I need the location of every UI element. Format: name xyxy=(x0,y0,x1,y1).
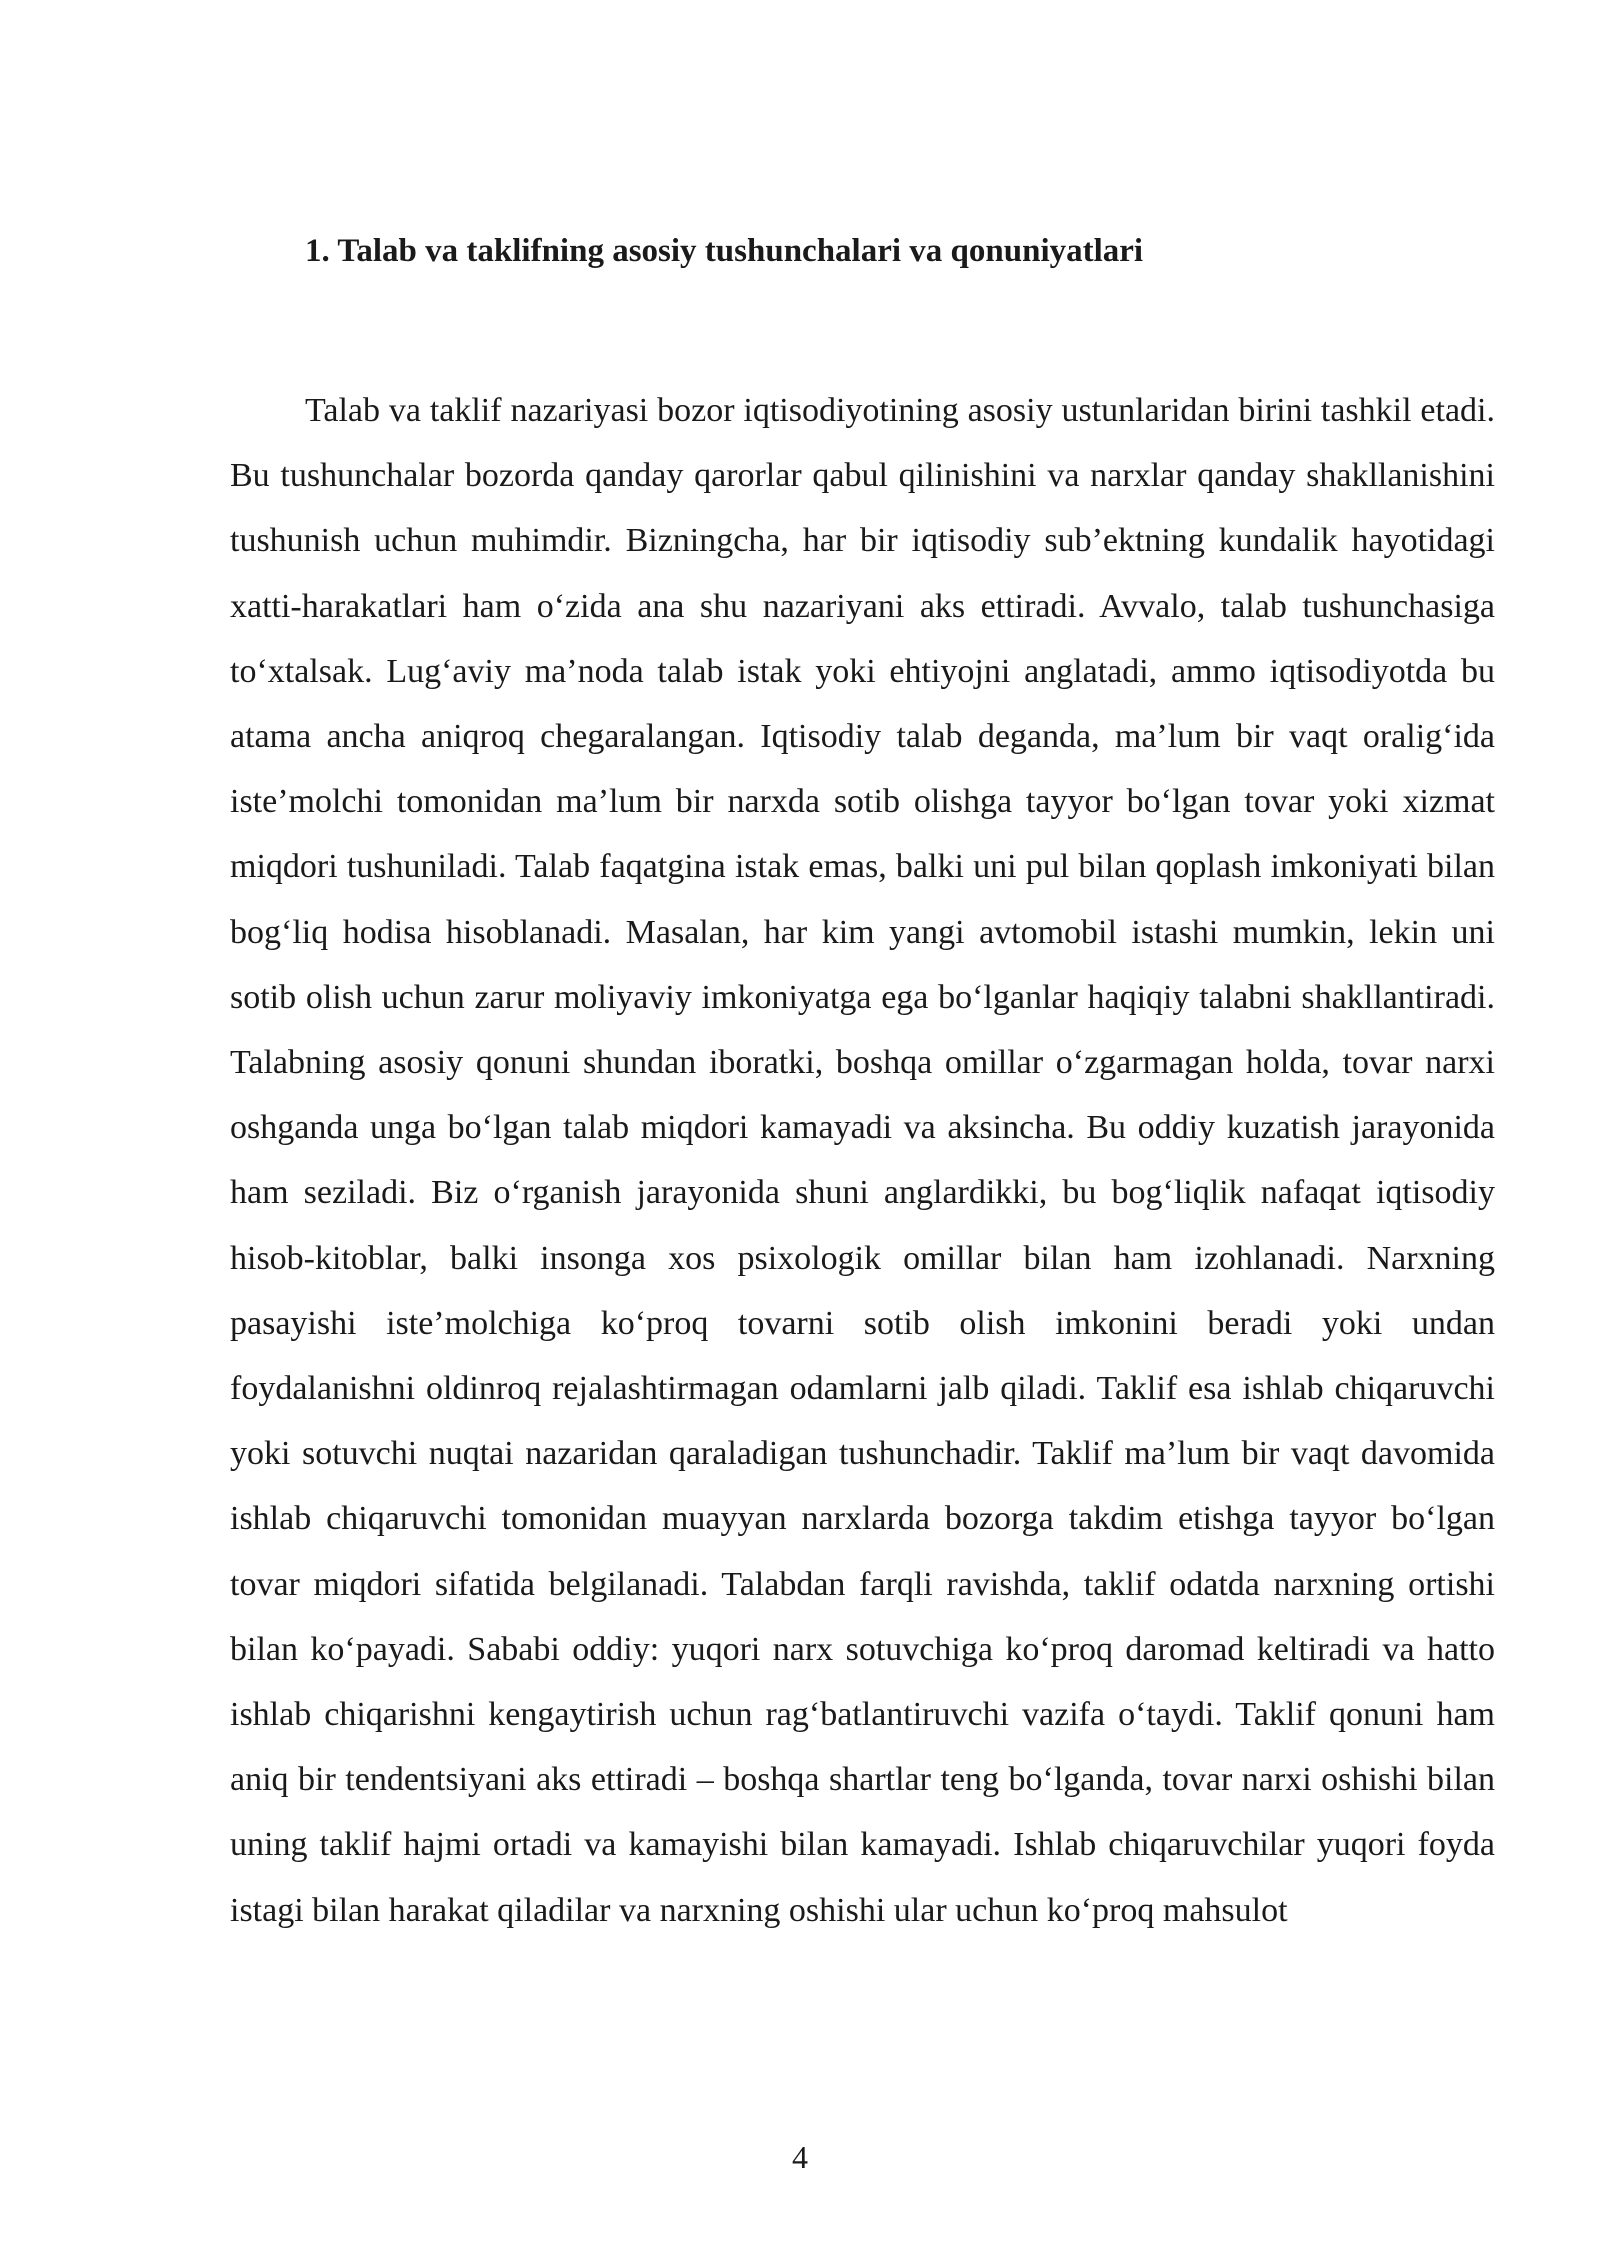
section-heading: 1. Talab va taklifning asosiy tushunchalari va qonuniyatlari xyxy=(305,233,1144,269)
page-number: 4 xyxy=(792,2139,808,2175)
body-paragraph: Talab va taklif nazariyasi bozor iqtisodiyotining asosiy ustunlaridan birini tashkil etadi. Bu tushunchalar bozorda qanday qarorlar qabul qilinishini va narxlar qanday shakllanishini tushunish uchun muhimdir. Bizningcha, har bir iqtisodiy sub’ektning kundalik hayotidagi xatti-harakatlari ham o‘zida ana shu nazariyani aks ettiradi. Avvalo, talab tushunchasiga to‘xtalsak. Lug‘aviy ma’noda talab istak yoki ehtiyojni anglatadi, ammo iqtisodiyotda bu atama ancha aniqroq chegaralangan. Iqtisodiy talab deganda, ma’lum bir vaqt oralig‘ida iste’molchi tomonidan ma’lum bir narxda sotib olishga tayyor bo‘lgan tovar yoki xizmat miqdori tushuniladi. Talab faqatgina istak emas, balki uni pul bilan qoplash imkoniyati bilan bog‘liq hodisa hisoblanadi. Masalan, har kim yangi avtomobil istashi mumkin, lekin uni sotib olish uchun zarur moliyaviy imkoniyatga ega bo‘lganlar haqiqiy talabni shakllantiradi. Talabning asosiy qonuni shundan iboratki, boshqa omillar o‘zgarmagan holda, tovar narxi oshganda unga bo‘lgan talab miqdori kamayadi va aksincha. Bu oddiy kuzatish jarayonida ham seziladi. Biz o‘rganish jarayonida shuni anglardikki, bu bog‘liqlik nafaqat iqtisodiy hisob-kitoblar, balki insonga xos psixologik omillar bilan ham izohlanadi. Narxning pasayishi iste’molchiga ko‘proq tovarni sotib olish imkonini beradi yoki undan foydalanishni oldinroq rejalashtirmagan odamlarni jalb qiladi. Taklif esa ishlab chiqaruvchi yoki sotuvchi nuqtai nazaridan qaraladigan tushunchadir. Taklif ma’lum bir vaqt davomida ishlab chiqaruvchi tomonidan muayyan narxlarda bozorga takdim etishga tayyor bo‘lgan tovar miqdori sifatida belgilanadi. Talabdan farqli ravishda, taklif odatda narxning ortishi bilan ko‘payadi. Sababi oddiy: yuqori narx sotuvchiga ko‘proq daromad keltiradi va hatto ishlab chiqarishni kengaytirish uchun rag‘batlantiruvchi vazifa o‘taydi. Taklif qonuni ham aniq bir tendentsiyani aks ettiradi – boshqa shartlar teng bo‘lganda, tovar narxi oshishi bilan uning taklif hajmi ortadi va kamayishi bilan kamayadi. Ishlab chiqaruvchilar yuqori foyda istagi bilan harakat qiladilar va narxning oshishi ular uchun ko‘proq mahsulot xyxy=(230,392,1495,1929)
